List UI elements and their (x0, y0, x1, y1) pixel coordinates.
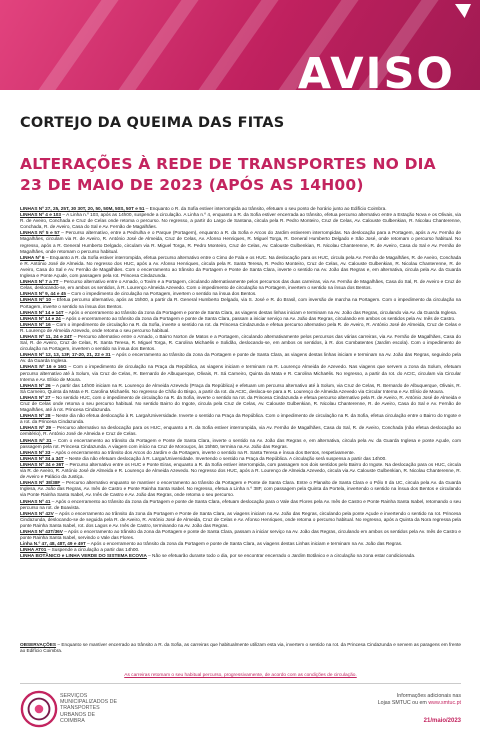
notice-item-text: – Enquanto a R. da Sofia estiver interrompida, efetua percurso alternativo entre o Cimo de Fala e os HUC. Na deslocação para os HUC, circula pela Av. Fernão de Magalhães, R. de Aveiro, Conchada e R. António José de Almeida. No regresso dos HUC, após a Av. Afonso Henriques, circula pela R. Santa Teresa, R. Pedro Monteiro, Cruz de Celas, Av. Calouste Gulbenkian, R. Nicolau Chanterenne, R. de Aveiro, Casa do Sal e Av. Fernão de Magalhães. Com o encerramento ao trânsito da Portagem e Ponte de Santa Clara, inverte o sentido na Av. João das Regras e, em alternativa, circula pela Av. da Guarda Inglesa e Ponte Açude, com passagem pela rot. Princesa Cindazunda. (20, 254, 461, 279)
notice-item-label: LINHAS Nº 14 e 14T (20, 309, 64, 315)
notice-item-label: LINHAS Nº 41 (20, 498, 51, 504)
organization-name (60, 693, 130, 724)
notice-item (20, 499, 461, 511)
notice-item (20, 297, 461, 309)
notice-item-text: – Não se efetuarão durante todo o dia, por se encontrar encerrado o Jardim Botânico e a circulação na zona estar condicionada. (146, 553, 416, 559)
notice-item-label: LINHAS Nº 27, 25, 25T, 30 30T, 20, 50, 50M, 50S, 50T e 51 (20, 206, 145, 211)
organization-name-line: COIMBRA (60, 717, 85, 724)
notice-item-text: – Após o encerramento ao trânsito da zona da Portagem e ponte de Santa Clara, passam a iniciar serviço na Av. João das Regras, circulando em ambos os sentidos pela Av. Inês de Castro. (60, 315, 456, 321)
notice-item-label: LINHAS Nº 16 e 16G (20, 364, 67, 370)
organization-name-line: MUNICIPALIZADOS DE (60, 699, 117, 706)
observations-label: OBSERVAÇÕES (20, 642, 57, 647)
info-line-2-prefix: Lojas SMTUC ou em (377, 700, 429, 706)
banner-stripe (0, 0, 127, 90)
footer-divider (20, 683, 461, 684)
notice-item-text: – Após o encerramento ao trânsito da zona da Portagem e ponte de Santa Clara, as viagens destas linhas iniciam e terminam na Av. João das Regras, seguindo pela Av. da Guarda Inglesa. (20, 352, 461, 364)
notice-item-text: – Com o impedimento de circulação na R. da Sofia, inverte o sentido na rot. da Princesa Cindazunda e efetua percurso alternativo pela R. de Aveiro, R. António José de Almeida, Cruz de Celas e R. Lourenço de Almeida Azevedo, onde retoma o seu percurso habitual. (20, 321, 461, 333)
header-banner (0, 0, 480, 90)
notice-item (20, 480, 461, 498)
website-link[interactable]: www.smtuc.pt (428, 700, 461, 706)
notice-item-label: LINHA AT01 (20, 547, 47, 553)
page-subtitle: ALTERAÇÕES À REDE DE TRANSPORTES NO DIA 23 DE MAIO DE 2023 (APÓS AS 14H00) (20, 155, 436, 194)
banner-word: AVISO (297, 49, 455, 90)
notice-item-text: – Após o encerramento ao trânsito dos Arcos do Jardim e da Portagem, inverte o sentido na R. Santa Teresa e ínsua dos Bentos, respetivamente. (50, 449, 355, 455)
notice-item-text: – Após o encerramento ao trânsito da zona da Portagem e ponte de Santa Clara, as viagens destas Linhas iniciam e terminam na Av. João das Regras. (85, 541, 403, 547)
notice-item (20, 352, 461, 364)
notice-item-label: LINHAS Nº 33 (20, 449, 51, 455)
notice-item (20, 364, 461, 382)
flash-icon (455, 4, 471, 18)
notice-item (20, 255, 461, 279)
notice-item-label: LINHAS Nº 10 (20, 297, 51, 303)
notice-item-label: LINHAS Nº 31 (20, 437, 52, 443)
notice-item (20, 529, 461, 541)
info-line-2 (378, 700, 461, 707)
notice-item-label: LINHAS Nº 27 (20, 394, 51, 400)
notice-item-text: – Com o impedimento de circulação na Portagem, invertem o sentido na ínsua dos Bentos. (66, 291, 257, 297)
notice-item-label: LINHAS Nº 11, 24 e 24T (20, 333, 73, 339)
notice-item-label: LINHAS Nº 34 e 36T (20, 461, 65, 467)
notice-item-text: – Efetua percurso alternativo, após as 15h00, a partir da R. General Humberto Delgado, via S. José e R. do Brasil, com inversão de marcha na Portagem. Com o impedimento da circulação na Portagem, inverte o sentido na ínsua dos Bentos. (20, 297, 461, 309)
observations-text: – Enquanto se mantiver encerrado ao trânsito a R. da Sofia, as carreiras que habitualmente utilizam esta via, invertem o sentido na rot. da Princesa Cindazunda e servem as paragens em frente ao Edifício Coimbra. (20, 642, 461, 654)
notice-item-text: – Após o encerramento ao trânsito da zona da Portagem e Ponte de Santa Clara, as viagens iniciam na Av. João das Regras, circulando pela ponte Açude e invertendo o sentido na rot. Princesa Cindazunda, deslocando-se de seguida pela R. de Aveiro, R. António José de Almeida, Cruz de Celas e Av. Afonso Henriques, onde retoma o percurso habitual. No regresso, após a Quinta da Nora regressa pela ponte Rainha Santa Isabel, rot. dos Lagos e Av. Inês de Castro, terminando na Av. João das Regras. (20, 510, 461, 528)
notice-item-text: – Percurso alternativo enquanto se mantiver o encerramento ao trânsito da Portagem e Ponte de Santa Clara. Entre o Planalto de Santa Clara e o Pólo II da UC, circula pela Av. da Guarda Inglesa, Av. João das Regras, Av. Inês de Castro e Ponte Rainha Santa Isabel. No regresso, efetua a Linha n.º 38F, com passagem pela Quinta da Portela, invertendo o sentido na ínsua dos Bentos e circulando via Ponte Rainha Santa Isabel, Av. Inês de Castro e Av. João das Regras, onde retoma o seu percurso. (20, 480, 461, 498)
notice-item (20, 395, 461, 413)
notice-item (20, 553, 461, 559)
notice-item-text: – A Linha n.º 103, após as 14h00, suspende a circulação. A Linha n.º 4, enquanto a R. da Sofia estiver encerrada ao trânsito, efetua percurso alternativo entre a Estação Nova e os Olivais, via R. de Aveiro, Conchada e Cruz de Celas onde retoma o percurso. No regresso, a partir do Largo de Santana, circula pela R. Pedro Monteiro, Cruz de Celas, Av. Calouste Gulbenkian, R. Nicolau Chanterenne, Conchada, R. de Aveiro, Casa do Sal e Av. Fernão de Magalhães. (20, 212, 461, 230)
notice-item (20, 462, 461, 480)
notice-item-label: LINHAS Nº 28 (20, 413, 51, 419)
notice-item (20, 230, 461, 254)
notice-item-text: – Percurso alternativo na deslocação para os HUC, enquanto a R. da Sofia estiver interrompida, via Av. Fernão de Magalhães, Casa do Sal, R. de Aveiro, Conchada (não efetua deslocação ao cemitério), R. António José de Almeida e Cruz de Celas. (20, 425, 461, 437)
notice-item-label: LINHAS Nº 12, 13, 13F, 17-20, 21, 22 e 31 (20, 352, 111, 358)
notice-item-text: – Após o encerramento ao trânsito da zona da Portagem e ponte de Santa Clara, efetuam deslocação para o Vale das Flores pela Av. Inês de Castro e Ponte Rainha Santa Isabel, retomando o seu percurso na rot. de Boavista. (20, 498, 461, 510)
page-title: CORTEJO DA QUEIMA DAS FITAS (20, 115, 285, 131)
notice-item-label: LINHAS Nº 5 e 57 (20, 230, 60, 236)
notice-item-text: – Após o encerramento ao trânsito da zona da Portagem e ponte de Santa Clara, passam a iniciar serviço na Av. João das Regras, circulando em ambos os sentidos pela Av. Inês de Castro e ponte Rainha Santa Isabel, servindo o Vale das Flores. (20, 528, 461, 541)
notice-item-text: – Suspende a circulação a partir das 14h00. (46, 547, 140, 553)
notice-item-text: – Com o impedimento de circulação na Praça da República, as viagens iniciam e terminam na R. Lourenço Almeida de Azevedo. Nas viagens que servem a zona da Solum, efetuam percurso alternativo até à Solum, via Cruz de Celas, R. Bernardo de Albuquerque, Olivais, R. Sá Carneiro, Quinta da Mata e R. Carolina Michaëlis. No regresso, a partir da rot. do ACIC, circulam via Circular Interna e Av. Elísio de Moura. (20, 364, 462, 382)
notice-item-text: – Percurso alternativo entre o Arnado, o Tovim e a Portagem, circulando alternativamente pelos percursos das duas carreiras, via Av. Fernão de Magalhães, Casa do Sal, R. de Aveiro e Cruz de Celas, deslocando-se, em ambos os sentidos, à R. Lourenço Almeida Azevedo. Com o impedimento de circulação na Portagem, invertem o sentido na ínsua dos Bentos. (20, 279, 461, 291)
organization-name-line: URBANOS DE (60, 711, 96, 718)
notice-item-text: – A partir das 14h00 iniciam na R. Lourenço de Almeida Azevedo (Praça da República) e efetuam um percurso alternativo até à Solum, via Cruz de Celas, R. Bernardo de Albuquerque, Olivais, R. Sá Carneiro, Quinta da Mata e R. Carolina Michaëlis. No regresso de Chão do Bispo, a partir da rot. da ACIC, desloca-se para a R. Lourenço de Almeida Azevedo via Circular Interna e Av. Elísio de Moura. (20, 382, 461, 394)
notice-item-text: – Enquanto o R. da Sofia estiver interrompida ao trânsito, efetuam o seu ponto de horário junto ao Edifício Coimbra. (144, 206, 387, 211)
notice-item (20, 279, 461, 291)
notice-item-label: LINHAS Nº 34 a 34T (20, 455, 64, 461)
notice-item (20, 438, 461, 450)
organization-name-line: SERVIÇOS (60, 693, 88, 699)
notice-item-label: LINHAS Nº 26 (20, 382, 51, 388)
notice-item (20, 413, 461, 425)
notice-item-text: – No sentido HUC, com o impedimento de circulação na R. da Sofia, inverte o sentido na rot. da Princesa Cindazunda e efetua percurso alternativo pela R. de Aveiro, R. António José de Almeida e Cruz de Celas onde retoma o seu percurso habitual. No sentido Bairro do Ingote, circula pela Cruz de Celas, Av. Calouste Gulbenkian, R. Nicolau Chanterenne, R. de Aveiro, Casa do Sal e Av. Fernão de Magalhães, até à rot. Princesa Cindazunda. (20, 394, 461, 413)
notice-item-text: – Após o encerramento ao trânsito da zona da Portagem e ponte de Santa Clara, as viagens destas linhas iniciam e terminam na Av. João das Regras, circulando via Av. da Guarda Inglesa. (63, 309, 458, 315)
notice-item-label: LINHAS Nº 29 (20, 425, 52, 431)
info-line-1: Informações adicionais nas (396, 693, 461, 699)
notice-item-label: LINHAS Nº 16 (20, 321, 51, 327)
notice-item-label: LINHA BOTÂNICO e LINHA VERDE DO SISTEMA ECOVIA (20, 553, 147, 559)
notice-item-label: LINHAS Nº 4 e 103 (20, 212, 62, 218)
notice-item-label: LINHAS Nº 7 a 7T (20, 279, 59, 285)
observations (20, 642, 461, 654)
notice-item (20, 511, 461, 529)
notice-item (20, 212, 461, 230)
publish-date: 21/maio/2023 (423, 718, 461, 724)
notice-item-label: LINHAS Nº 43T/36V (20, 528, 63, 534)
resume-note: As carreiras retomam o seu habitual percurso, progressivamente, de acordo com as condições de circulação. (124, 673, 357, 678)
notice-body (20, 206, 461, 559)
notice-item-label: LINHA Nº 6 (20, 254, 45, 260)
notice-item (20, 322, 461, 334)
notice-item-text: – Percurso alternativo entre os HUC e Ponte Eiras, enquanto a R. da Sofia estiver interrompida, com passagem nos dois sentidos pelo Bairro do Ingote. Na deslocação para os HUC, circula via R. de Aveiro, R. António José de Almeida e R. Lourenço de Almeida Azevedo. No regresso dos HUC, após a R. Lourenço de Almeida Azevedo, circula via Av. Calouste Gulbenkian, R. Nicolau Chanterenne, R. de Aveiro e Palácio da Justiça. (20, 461, 461, 480)
notice-item-label: LINHAS Nº 14 e 24 (20, 315, 61, 321)
notice-item-text: – Neste dia não efetuam deslocação à R. Larga/Universidade. Invertendo o sentido na Praça da República. A circulação será suspensa a partir das 14h00. (63, 455, 387, 461)
notice-item (20, 334, 461, 352)
notice-item (20, 425, 461, 437)
notice-item-text: – Neste dia não efetua deslocação à R. Larga/Universidade. Inverte o sentido na Praça da República. Com o impedimento de circulação na R. da Sofia, efetua circulação entre o Bairro do Ingote e a rot. da Princesa Cindazunda. (20, 413, 461, 425)
notice-item-label: Linha N.º 47, 48, 48T, 49 e 49T (20, 541, 86, 547)
notice-item-label: LINHAS Nº 42V (20, 510, 54, 516)
notice-item-label: LINHAS Nº 38/38F (20, 480, 61, 486)
contact-info (378, 693, 461, 707)
notice-item-text: – Percurso alternativo, entre a Pedrulha e o Parque (Portagem), enquanto a R. da Sofia e Arcos do Jardim estiverem interrompidas. Na deslocação para a Portagem, após a Av. Fernão de Magalhães, circulam via R. de Aveiro, R. António José de Almeida, Cruz de Celas, Av. Afonso Henriques, R. Miguel Torga, R. General Humberto Delgado e São José, onde retomam o percurso habitual. No regresso, após a R. General Humberto Delgado, circulam via R. Miguel Torga, R. Pedro Monteiro, Cruz de Celas, Av. Calouste Gulbenkian, R. Nicolau Chanterenne, R. de Aveiro, Casa do Sal e Av. Fernão de Magalhães, onde retomam o percurso habitual. (20, 230, 462, 254)
notice-item-label: LINHAS Nº 9, 44 e 45 (20, 291, 67, 297)
organization-name-line: TRANSPORTES (60, 705, 100, 712)
notice-item (20, 383, 461, 395)
notice-item-text: – Com o encerramento ao trânsito da Portagem e Ponte de Santa Clara, inverte o sentido na Av. João das Regras e, em alternativa, circula pela Av. da Guarda Inglesa e ponte Açude, com passagem pela rot. Princesa Cindazunda. A viagem com início na Cruz de Morouços, às 15h50, termina na Av. João das Regras. (20, 437, 461, 449)
smtuc-logo-icon (20, 690, 58, 728)
notice-item-text: – Percurso alternativo entre o Arnado, o Bairro Norton de Matos e a Portagem, circulando alternativamente pelos percursos das várias carreiras, via Av. Fernão de Magalhães, Casa do Sal, R. de Aveiro, Cruz de Celas, R. Santa Teresa, R. Miguel Torga, R. Carolina Michaëlis e Solidão, deslocando-se, em ambos os sentidos, à R. dos Combatentes (Jardim escola). Com o impedimento de circulação na Portagem, invertem o sentido na ínsua dos Bentos. (20, 333, 461, 352)
